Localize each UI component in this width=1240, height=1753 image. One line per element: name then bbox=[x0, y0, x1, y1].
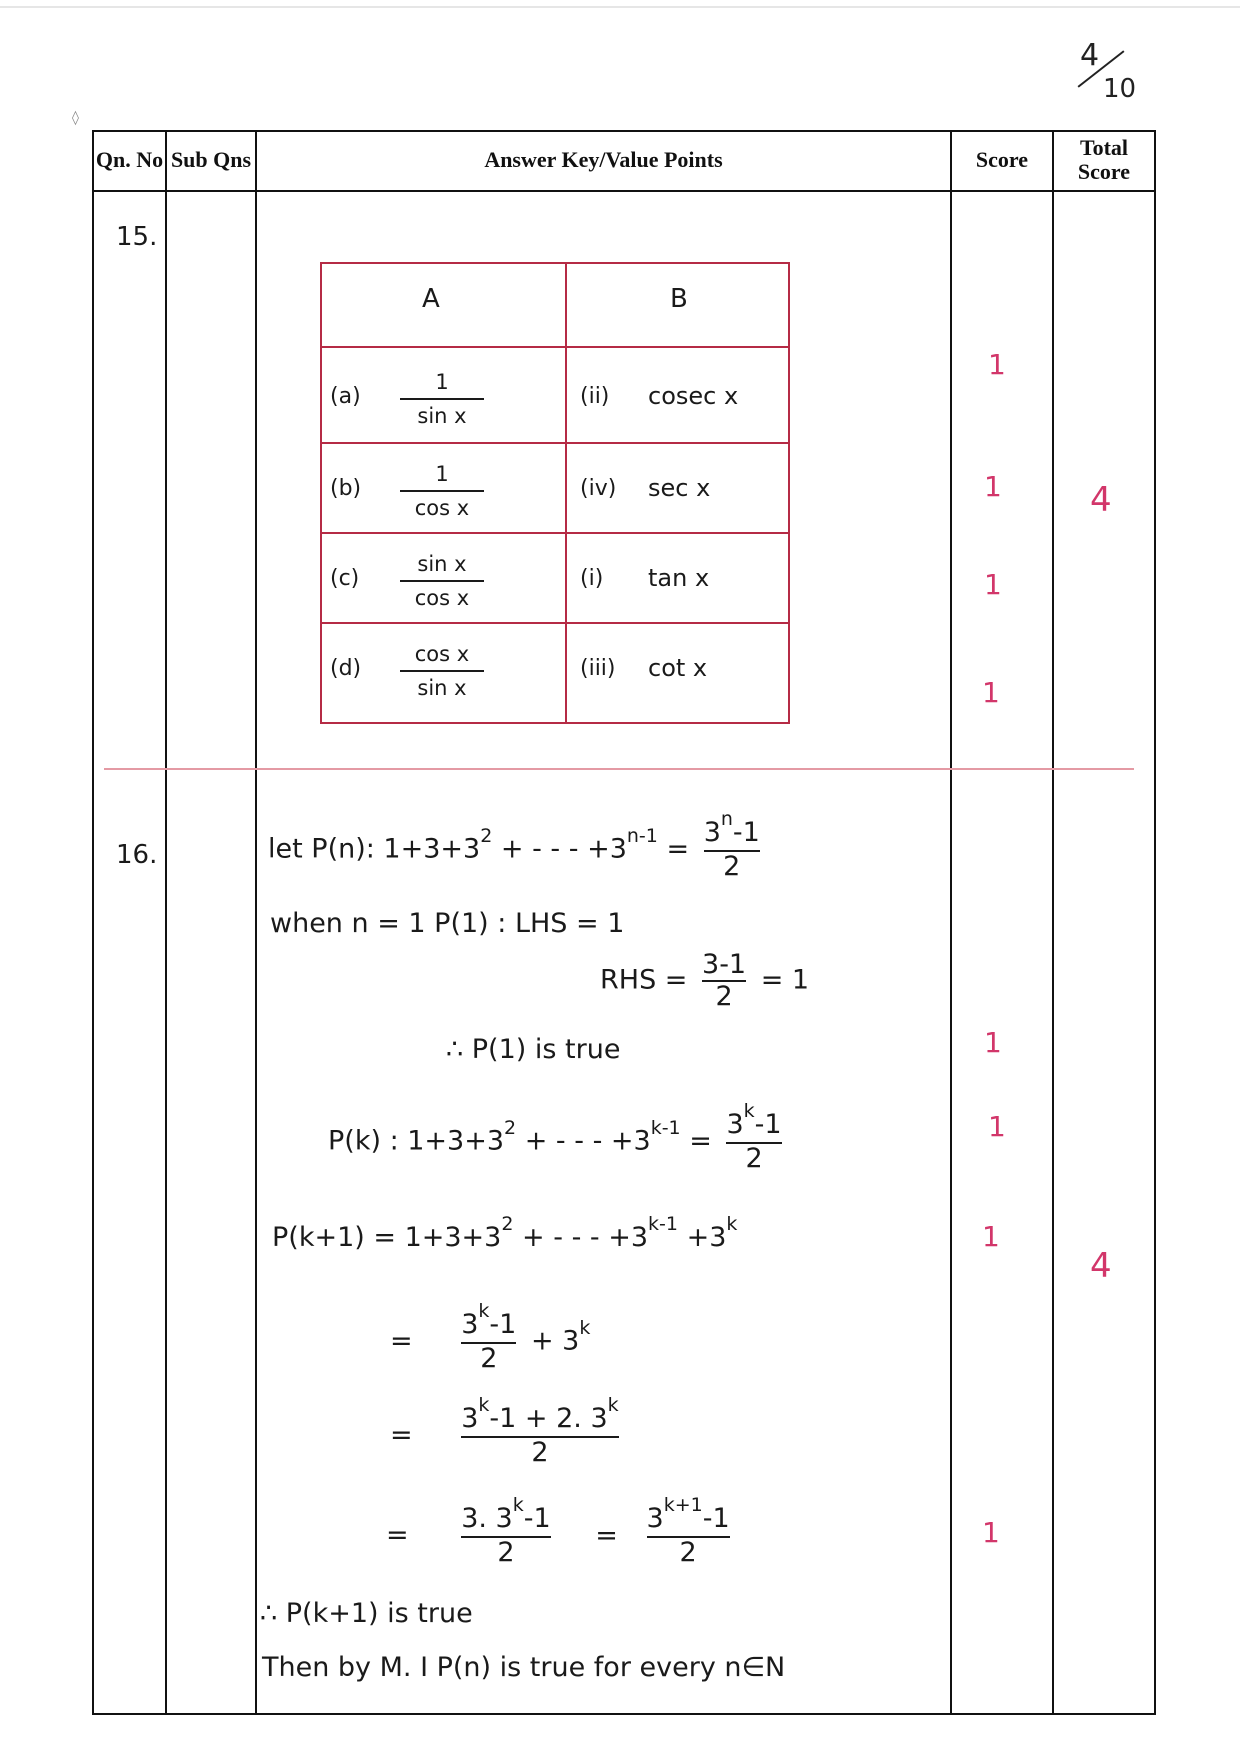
exponent: n bbox=[720, 808, 733, 830]
fraction-denominator: 2 bbox=[531, 1437, 549, 1468]
fraction-bar bbox=[400, 398, 484, 400]
fraction-bar bbox=[400, 490, 484, 492]
col-divider-score bbox=[1052, 130, 1054, 1715]
working-line: ∴ P(k+1) is true bbox=[260, 1598, 473, 1629]
fraction-numerator bbox=[461, 1394, 619, 1436]
fraction bbox=[400, 550, 484, 612]
expression: + - - - +3 bbox=[522, 1222, 649, 1253]
expression: + 3 bbox=[530, 1325, 580, 1357]
row-roman: (iv) bbox=[580, 476, 617, 501]
fraction-denominator: 2 bbox=[497, 1537, 515, 1568]
header-answer-key: Answer Key/Value Points bbox=[484, 147, 723, 172]
score-mark: 1 bbox=[988, 1110, 1006, 1143]
match-table-header-divider bbox=[320, 346, 790, 348]
base: 3 bbox=[646, 1503, 664, 1534]
exponent: k bbox=[579, 1316, 591, 1339]
expression: RHS = bbox=[600, 964, 688, 996]
tail: -1 bbox=[732, 817, 760, 848]
exponent: k bbox=[607, 1394, 619, 1416]
scan-edge bbox=[0, 6, 1240, 8]
fraction-numerator bbox=[461, 1300, 517, 1342]
fraction bbox=[461, 1394, 619, 1468]
exponent: k bbox=[726, 1213, 738, 1235]
equals-sign: = bbox=[666, 833, 690, 865]
fraction-numerator bbox=[461, 1494, 551, 1536]
header-qn-no: Qn. No bbox=[95, 147, 164, 172]
exponent: k bbox=[478, 1300, 490, 1322]
col-divider-sub bbox=[255, 130, 257, 1715]
row-label: (c) bbox=[330, 566, 360, 591]
fraction-denominator: cos x bbox=[414, 586, 470, 610]
fraction-bar bbox=[400, 670, 484, 672]
fraction bbox=[702, 950, 746, 1012]
fraction-numerator: 3-1 bbox=[702, 949, 747, 980]
fraction-denominator: sin x bbox=[417, 676, 467, 700]
fraction-denominator: sin x bbox=[417, 404, 467, 428]
working-line: ∴ P(1) is true bbox=[446, 1034, 621, 1065]
expression: P(k+1) = 1+3+3 bbox=[272, 1222, 502, 1253]
equals-sign: = bbox=[595, 1519, 618, 1551]
equals-sign: = bbox=[390, 1419, 413, 1451]
match-row bbox=[320, 630, 790, 718]
fraction bbox=[400, 460, 484, 522]
fraction-numerator bbox=[726, 1100, 782, 1142]
score-mark: 1 bbox=[984, 568, 1002, 601]
exponent: n-1 bbox=[626, 824, 658, 847]
working-line bbox=[386, 1494, 736, 1568]
fraction bbox=[703, 808, 760, 882]
working-line bbox=[390, 1394, 625, 1468]
header-score: Score bbox=[975, 147, 1029, 172]
row-function: cosec x bbox=[648, 382, 739, 410]
fraction-bar bbox=[400, 580, 484, 582]
fraction-numerator: 1 bbox=[435, 370, 449, 394]
col-divider-qn bbox=[165, 130, 167, 1715]
fraction-numerator bbox=[703, 808, 760, 850]
exponent: 2 bbox=[504, 1116, 517, 1139]
tail: -1 bbox=[489, 1309, 517, 1340]
header-sub-qns: Sub Qns bbox=[170, 147, 252, 172]
fraction-denominator: 2 bbox=[480, 1343, 498, 1374]
fraction bbox=[726, 1100, 782, 1174]
score-mark: 1 bbox=[982, 676, 1000, 709]
question-number-16: 16. bbox=[116, 840, 158, 870]
fraction bbox=[461, 1494, 551, 1568]
expression: + - - - +3 bbox=[500, 833, 627, 865]
staple-mark: ◊ bbox=[72, 110, 79, 126]
exponent: k bbox=[743, 1100, 755, 1122]
fraction-denominator: 2 bbox=[715, 981, 733, 1012]
tail: -1 + 2. 3 bbox=[489, 1403, 608, 1434]
expression: = 1 bbox=[760, 964, 810, 996]
base: 3 bbox=[703, 817, 721, 848]
header-divider bbox=[92, 190, 1156, 192]
base: 3 bbox=[461, 1309, 479, 1340]
row-roman: (i) bbox=[580, 566, 604, 591]
fraction-numerator: sin x bbox=[417, 552, 467, 576]
score-mark: 1 bbox=[982, 1516, 1000, 1549]
exponent: k+1 bbox=[663, 1494, 703, 1516]
exponent: k-1 bbox=[648, 1213, 678, 1235]
tail: -1 bbox=[702, 1503, 730, 1534]
exponent: 2 bbox=[501, 1213, 514, 1235]
row-label: (b) bbox=[330, 476, 362, 501]
working-line bbox=[600, 950, 809, 1012]
page-score-denominator: 10 bbox=[1103, 74, 1137, 104]
score-mark: 1 bbox=[982, 1220, 1000, 1253]
exponent: 2 bbox=[480, 824, 493, 847]
exponent: k bbox=[478, 1394, 490, 1416]
expression: P(k) : 1+3+3 bbox=[328, 1125, 505, 1157]
equals-sign: = bbox=[390, 1325, 413, 1357]
header-total-score: Total Score bbox=[1077, 135, 1131, 184]
exponent: k bbox=[512, 1494, 524, 1516]
fraction-denominator: 2 bbox=[723, 851, 741, 882]
match-row bbox=[320, 540, 790, 628]
expression: let P(n): 1+3+3 bbox=[268, 833, 481, 865]
equals-sign: = bbox=[386, 1519, 409, 1551]
expression: +3 bbox=[686, 1222, 727, 1253]
question-number-15: 15. bbox=[116, 222, 158, 252]
fraction bbox=[400, 640, 484, 702]
match-col-a-header: A bbox=[422, 284, 440, 314]
working-line bbox=[268, 808, 766, 882]
working-line: when n = 1 P(1) : LHS = 1 bbox=[270, 908, 625, 939]
match-col-b-header: B bbox=[670, 284, 688, 314]
tail: -1 bbox=[754, 1109, 782, 1140]
total-score-mark: 4 bbox=[1090, 480, 1112, 520]
exponent: k-1 bbox=[650, 1116, 681, 1139]
row-roman: (iii) bbox=[580, 656, 616, 681]
tail: -1 bbox=[523, 1503, 551, 1534]
row-function: tan x bbox=[648, 564, 710, 592]
score-mark: 1 bbox=[984, 1026, 1002, 1059]
page-score-numerator: 4 bbox=[1080, 38, 1100, 73]
expression: + - - - +3 bbox=[524, 1125, 651, 1157]
fraction bbox=[400, 368, 484, 430]
fraction-numerator bbox=[646, 1494, 730, 1536]
row-roman: (ii) bbox=[580, 384, 610, 409]
fraction-denominator: 2 bbox=[745, 1143, 763, 1174]
fraction-denominator: 2 bbox=[679, 1537, 697, 1568]
score-mark: 1 bbox=[984, 470, 1002, 503]
col-divider-answer bbox=[950, 130, 952, 1715]
match-table bbox=[320, 262, 790, 724]
fraction-numerator: cos x bbox=[414, 642, 470, 666]
fraction bbox=[461, 1300, 517, 1374]
row-label: (d) bbox=[330, 656, 362, 681]
working-line: Then by M. I P(n) is true for every n∈N bbox=[262, 1652, 786, 1683]
row-function: cot x bbox=[648, 654, 708, 682]
fraction-numerator: 1 bbox=[435, 462, 449, 486]
score-mark: 1 bbox=[988, 348, 1006, 381]
question-divider bbox=[104, 768, 1134, 770]
base: 3. 3 bbox=[461, 1503, 513, 1534]
match-row bbox=[320, 450, 790, 538]
fraction-denominator: cos x bbox=[414, 496, 470, 520]
base: 3 bbox=[726, 1109, 744, 1140]
equals-sign: = bbox=[689, 1125, 712, 1157]
base: 3 bbox=[461, 1403, 479, 1434]
row-function: sec x bbox=[648, 474, 711, 502]
working-line bbox=[328, 1100, 788, 1174]
total-score-mark: 4 bbox=[1090, 1246, 1112, 1286]
row-label: (a) bbox=[330, 384, 361, 409]
match-row bbox=[320, 358, 790, 446]
working-line bbox=[390, 1300, 591, 1374]
fraction bbox=[646, 1494, 730, 1568]
working-line bbox=[272, 1213, 738, 1253]
